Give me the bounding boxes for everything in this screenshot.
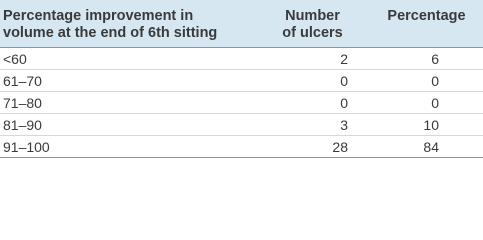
cell-percentage: 0 [370, 92, 483, 114]
table-row [0, 136, 483, 158]
cell-percentage: 84 [370, 136, 483, 158]
header-percentage [370, 0, 483, 48]
cell-percentage: 6 [370, 48, 483, 70]
cell-percentage: 0 [370, 70, 483, 92]
table-body [0, 48, 483, 158]
header-row [0, 0, 483, 48]
cell-number: 0 [255, 92, 370, 114]
cell-number: 0 [255, 70, 370, 92]
header-number [255, 0, 370, 48]
cell-percentage: 10 [370, 114, 483, 136]
header-improvement-line-1: Percentage improvement in [3, 8, 194, 24]
cell-volume: 61–70 [0, 70, 255, 92]
header-improvement-line-2: volume at the end of 6th sitting [3, 25, 218, 41]
table-row [0, 70, 483, 92]
cell-number: 3 [255, 114, 370, 136]
cell-volume: 91–100 [0, 136, 255, 158]
cell-volume: 81–90 [0, 114, 255, 136]
cell-number: 2 [255, 48, 370, 70]
table-row [0, 92, 483, 114]
table-row [0, 114, 483, 136]
cell-number: 28 [255, 136, 370, 158]
header-percentage-line-1: Percentage [387, 8, 466, 24]
header-number-line-2: of ulcers [282, 25, 343, 41]
table-header [0, 0, 483, 48]
header-improvement [0, 0, 255, 48]
cell-volume: <60 [0, 48, 255, 70]
cell-volume: 71–80 [0, 92, 255, 114]
header-number-line-1: Number [285, 8, 340, 24]
table-row [0, 48, 483, 70]
